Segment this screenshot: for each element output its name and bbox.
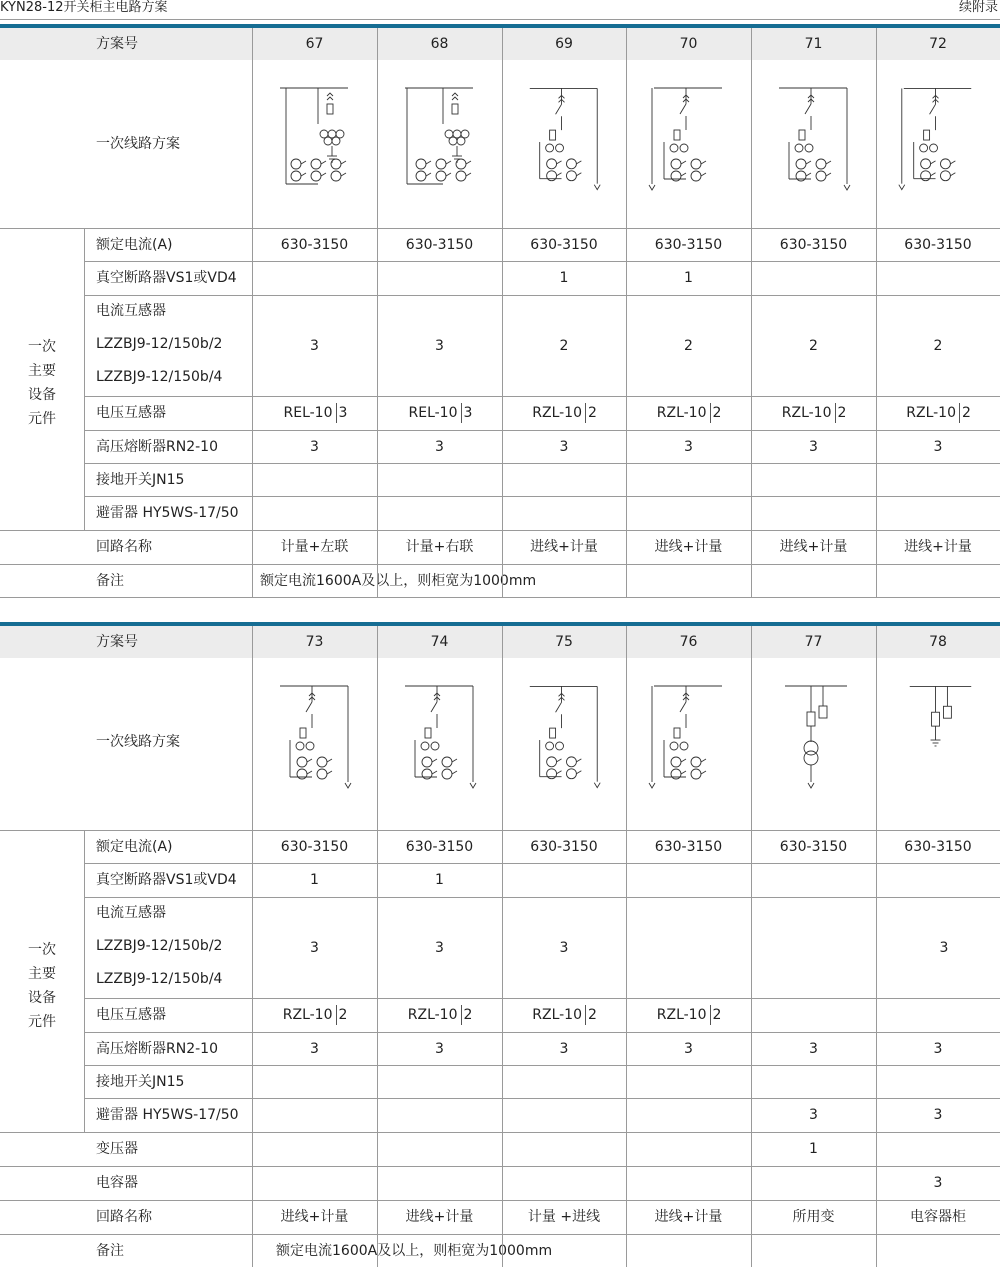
row-divider bbox=[84, 1098, 1000, 1099]
ct-value: 2 bbox=[933, 337, 943, 354]
circuit-name-value: 电容器柜 bbox=[910, 1209, 966, 1225]
circuit-diagram bbox=[252, 662, 377, 822]
row-divider bbox=[84, 863, 1000, 864]
circuit-diagram-icon bbox=[876, 662, 1000, 822]
column-divider bbox=[626, 28, 627, 597]
capacitor-value: 3 bbox=[933, 1175, 943, 1191]
ct-value: 2 bbox=[559, 337, 569, 354]
scheme-number: 77 bbox=[804, 634, 823, 650]
scheme-no-label: 方案号 bbox=[96, 36, 138, 52]
rated-current-value: 630-3150 bbox=[280, 236, 349, 253]
ct-value: 3 bbox=[435, 939, 444, 956]
vt-cell bbox=[502, 396, 626, 430]
vt-qty: 2 bbox=[588, 1007, 597, 1023]
category-label bbox=[0, 335, 84, 431]
vt-type: RZL-10 bbox=[656, 1007, 707, 1023]
vt-cell bbox=[252, 998, 377, 1032]
vt-separator bbox=[585, 403, 586, 423]
arrester-value: 3 bbox=[809, 1107, 818, 1123]
ct-label bbox=[96, 303, 252, 402]
circuit-diagram bbox=[751, 64, 876, 224]
scheme-number: 72 bbox=[929, 36, 947, 52]
fuse-value: 3 bbox=[933, 1040, 943, 1057]
vacuum-breaker-value: 1 bbox=[310, 872, 319, 888]
row-divider bbox=[84, 396, 1000, 397]
vt-qty: 2 bbox=[962, 405, 971, 421]
vt-qty: 2 bbox=[712, 1007, 722, 1023]
rated-current-value: 630-3150 bbox=[779, 236, 848, 253]
vt-cell bbox=[626, 396, 751, 430]
vt-cell bbox=[252, 396, 377, 430]
rated-current-value: 630-3150 bbox=[405, 236, 474, 253]
vt-separator bbox=[710, 403, 711, 423]
row-divider bbox=[0, 1234, 1000, 1235]
row-divider bbox=[84, 261, 1000, 262]
ct-label-line: LZZBJ9-12/150b/2 bbox=[96, 938, 223, 954]
vt-cell bbox=[751, 396, 876, 430]
circuit-name-value: 进线+计量 bbox=[654, 539, 723, 555]
row-divider bbox=[0, 1166, 1000, 1167]
remark-label: 备注 bbox=[96, 1242, 124, 1259]
column-divider bbox=[252, 28, 253, 597]
page-title: KYN28-12开关柜主电路方案 bbox=[0, 0, 168, 15]
vt-qty: 3 bbox=[338, 405, 348, 421]
rated-current-value: 630-3150 bbox=[654, 236, 723, 253]
circuit-diagram bbox=[626, 64, 751, 224]
fuse-label: 高压熔断器RN2-10 bbox=[96, 1040, 218, 1057]
vt-type: RZL-10 bbox=[532, 1007, 582, 1023]
circuit-name-value: 进线+计量 bbox=[405, 1209, 474, 1225]
row-divider bbox=[84, 463, 1000, 464]
vt-type: RZL-10 bbox=[906, 405, 956, 421]
column-divider bbox=[377, 626, 378, 1267]
circuit-diagram bbox=[252, 64, 377, 224]
scheme-number: 78 bbox=[929, 634, 947, 650]
vt-separator bbox=[336, 1005, 337, 1025]
row-divider bbox=[84, 295, 1000, 296]
fuse-value: 3 bbox=[809, 1040, 818, 1057]
row-divider bbox=[0, 1132, 1000, 1133]
ct-value: 3 bbox=[310, 337, 319, 354]
row-divider bbox=[84, 897, 1000, 898]
rated-current-value: 630-3150 bbox=[280, 838, 349, 855]
scheme-number: 74 bbox=[430, 634, 449, 650]
transformer-value: 1 bbox=[809, 1141, 818, 1157]
header-rule bbox=[0, 19, 1000, 20]
primary-circuit-label: 一次线路方案 bbox=[96, 136, 180, 152]
fuse-value: 3 bbox=[435, 1040, 444, 1057]
category-line: 一次 bbox=[28, 339, 56, 355]
circuit-name-label: 回路名称 bbox=[96, 1209, 152, 1225]
category-line: 主要 bbox=[28, 363, 56, 379]
category-line: 设备 bbox=[28, 387, 56, 403]
fuse-value: 3 bbox=[310, 438, 319, 455]
rated-current-value: 630-3150 bbox=[779, 838, 848, 855]
ct-label-line: LZZBJ9-12/150b/4 bbox=[96, 971, 223, 987]
ct-label-line: LZZBJ9-12/150b/2 bbox=[96, 336, 223, 352]
column-divider bbox=[377, 28, 378, 597]
arrester-label: 避雷器 HY5WS-17/50 bbox=[96, 505, 239, 521]
vt-separator bbox=[585, 1005, 586, 1025]
fuse-value: 3 bbox=[559, 438, 569, 455]
scheme-number: 69 bbox=[555, 36, 573, 52]
vt-separator bbox=[710, 1005, 711, 1025]
fuse-value: 3 bbox=[809, 438, 818, 455]
circuit-diagram-icon bbox=[377, 64, 502, 224]
vacuum-breaker-label: 真空断路器VS1或VD4 bbox=[96, 872, 237, 888]
circuit-name-value: 进线+计量 bbox=[654, 1209, 723, 1225]
circuit-name-value: 计量+左联 bbox=[280, 539, 349, 555]
rated-current-value: 630-3150 bbox=[654, 838, 723, 855]
vt-qty: 2 bbox=[463, 1007, 473, 1023]
arrester-value: 3 bbox=[933, 1107, 943, 1123]
earth-switch-label: 接地开关JN15 bbox=[96, 471, 185, 488]
primary-circuit-label: 一次线路方案 bbox=[96, 734, 180, 750]
ct-label-line: LZZBJ9-12/150b/4 bbox=[96, 369, 223, 385]
ct-value: 3 bbox=[559, 939, 569, 956]
rated-current-value: 630-3150 bbox=[904, 236, 972, 253]
vt-cell bbox=[876, 396, 1000, 430]
circuit-diagram-icon bbox=[502, 64, 626, 224]
circuit-diagram bbox=[377, 662, 502, 822]
ct-value: 3 bbox=[939, 939, 949, 956]
column-divider bbox=[876, 28, 877, 597]
vacuum-breaker-label: 真空断路器VS1或VD4 bbox=[96, 270, 237, 286]
circuit-diagram bbox=[876, 662, 1000, 822]
category-line: 一次 bbox=[28, 942, 56, 958]
vt-separator bbox=[461, 1005, 462, 1025]
column-divider bbox=[252, 626, 253, 1267]
vt-separator bbox=[461, 403, 462, 423]
circuit-name-value: 计量+右联 bbox=[405, 539, 474, 555]
vacuum-breaker-value: 1 bbox=[684, 270, 693, 286]
row-divider bbox=[84, 1065, 1000, 1066]
scheme-number: 75 bbox=[555, 634, 573, 650]
rated-current-value: 630-3150 bbox=[405, 838, 474, 855]
scheme-number: 71 bbox=[804, 36, 823, 52]
circuit-diagram-icon bbox=[377, 662, 502, 822]
circuit-name-value: 所用变 bbox=[792, 1209, 835, 1225]
ct-label bbox=[96, 905, 252, 1004]
rated-current-label: 额定电流(A) bbox=[96, 236, 173, 253]
column-divider bbox=[84, 830, 85, 1132]
scheme-number: 70 bbox=[679, 36, 698, 52]
vt-type: REL-10 bbox=[408, 405, 458, 421]
circuit-diagram bbox=[502, 662, 626, 822]
fuse-value: 3 bbox=[435, 438, 444, 455]
earth-switch-label: 接地开关JN15 bbox=[96, 1073, 185, 1090]
scheme-number: 73 bbox=[305, 634, 324, 650]
row-divider bbox=[84, 496, 1000, 497]
vt-separator bbox=[336, 403, 337, 423]
rated-current-value: 630-3150 bbox=[530, 838, 598, 855]
scheme-number: 68 bbox=[430, 36, 449, 52]
capacitor-label: 电容器 bbox=[96, 1175, 138, 1191]
circuit-diagram-icon bbox=[626, 64, 751, 224]
vacuum-breaker-value: 1 bbox=[435, 872, 444, 888]
row-divider bbox=[0, 228, 1000, 229]
column-divider bbox=[751, 28, 752, 597]
category-line: 元件 bbox=[28, 1014, 56, 1030]
circuit-name-value: 进线+计量 bbox=[779, 539, 848, 555]
category-label bbox=[0, 938, 84, 1034]
fuse-value: 3 bbox=[310, 1040, 319, 1057]
ct-value: 2 bbox=[684, 337, 693, 354]
circuit-diagram-icon bbox=[252, 662, 377, 822]
category-line: 主要 bbox=[28, 966, 56, 982]
scheme-no-label: 方案号 bbox=[96, 634, 138, 650]
vt-type: RZL-10 bbox=[656, 405, 707, 421]
ct-value: 3 bbox=[435, 337, 444, 354]
remark-text: 额定电流1600A及以上，则柜宽为1000mm bbox=[260, 572, 537, 589]
vacuum-breaker-value: 1 bbox=[559, 270, 569, 286]
ct-label-line: 电流互感器 bbox=[96, 905, 166, 921]
remark-text: 额定电流1600A及以上，则柜宽为1000mm bbox=[276, 1242, 553, 1259]
scheme-table-2 bbox=[0, 622, 1000, 1267]
vt-qty: 3 bbox=[463, 405, 473, 421]
circuit-name-value: 计量 +进线 bbox=[527, 1209, 601, 1225]
vt-qty: 2 bbox=[588, 405, 597, 421]
vt-cell bbox=[377, 396, 502, 430]
vt-type: RZL-10 bbox=[282, 1007, 333, 1023]
column-divider bbox=[876, 626, 877, 1267]
vt-cell bbox=[377, 998, 502, 1032]
circuit-diagram bbox=[751, 662, 876, 822]
transformer-label: 变压器 bbox=[96, 1141, 138, 1157]
row-divider bbox=[84, 430, 1000, 431]
fuse-label: 高压熔断器RN2-10 bbox=[96, 438, 218, 455]
ct-value: 3 bbox=[310, 939, 319, 956]
circuit-name-value: 进线+计量 bbox=[904, 539, 972, 555]
fuse-value: 3 bbox=[684, 438, 693, 455]
ct-label-line: 电流互感器 bbox=[96, 303, 166, 319]
circuit-diagram-icon bbox=[502, 662, 626, 822]
vt-separator bbox=[959, 403, 960, 423]
rated-current-value: 630-3150 bbox=[530, 236, 598, 253]
fuse-value: 3 bbox=[684, 1040, 693, 1057]
vt-qty: 2 bbox=[837, 405, 847, 421]
circuit-diagram bbox=[626, 662, 751, 822]
scheme-number: 76 bbox=[679, 634, 698, 650]
row-divider bbox=[0, 597, 1000, 598]
circuit-diagram-icon bbox=[626, 662, 751, 822]
rated-current-label: 额定电流(A) bbox=[96, 838, 173, 855]
circuit-name-label: 回路名称 bbox=[96, 539, 152, 555]
circuit-diagram-icon bbox=[751, 64, 876, 224]
column-divider bbox=[84, 228, 85, 530]
page-header bbox=[0, 0, 1000, 20]
circuit-diagram-icon bbox=[751, 662, 876, 822]
column-divider bbox=[502, 626, 503, 1267]
scheme-table-1 bbox=[0, 24, 1000, 599]
vt-separator bbox=[835, 403, 836, 423]
arrester-label: 避雷器 HY5WS-17/50 bbox=[96, 1107, 239, 1123]
circuit-diagram bbox=[876, 64, 1000, 224]
circuit-diagram-icon bbox=[876, 64, 1000, 224]
circuit-name-value: 进线+计量 bbox=[280, 1209, 349, 1225]
rated-current-value: 630-3150 bbox=[904, 838, 972, 855]
ct-value: 2 bbox=[809, 337, 818, 354]
circuit-name-value: 进线+计量 bbox=[530, 539, 598, 555]
fuse-value: 3 bbox=[559, 1040, 569, 1057]
column-divider bbox=[751, 626, 752, 1267]
category-line: 设备 bbox=[28, 990, 56, 1006]
row-divider bbox=[84, 998, 1000, 999]
circuit-diagram-icon bbox=[252, 64, 377, 224]
circuit-diagram bbox=[377, 64, 502, 224]
row-divider bbox=[0, 564, 1000, 565]
column-divider bbox=[502, 28, 503, 597]
vt-cell bbox=[502, 998, 626, 1032]
circuit-diagram bbox=[502, 64, 626, 224]
vt-type: REL-10 bbox=[283, 405, 333, 421]
vt-cell bbox=[626, 998, 751, 1032]
row-divider bbox=[0, 830, 1000, 831]
row-divider bbox=[84, 1032, 1000, 1033]
remark-label: 备注 bbox=[96, 572, 124, 589]
vt-qty: 2 bbox=[712, 405, 722, 421]
vt-type: RZL-10 bbox=[407, 1007, 458, 1023]
category-line: 元件 bbox=[28, 411, 56, 427]
vt-label: 电压互感器 bbox=[96, 1007, 166, 1023]
continued-label: 续附录 bbox=[958, 0, 998, 15]
fuse-value: 3 bbox=[933, 438, 943, 455]
column-divider bbox=[626, 626, 627, 1267]
row-divider bbox=[0, 1200, 1000, 1201]
vt-type: RZL-10 bbox=[532, 405, 582, 421]
scheme-number: 67 bbox=[305, 36, 324, 52]
vt-type: RZL-10 bbox=[781, 405, 832, 421]
vt-qty: 2 bbox=[338, 1007, 348, 1023]
row-divider bbox=[0, 530, 1000, 531]
vt-label: 电压互感器 bbox=[96, 405, 166, 421]
